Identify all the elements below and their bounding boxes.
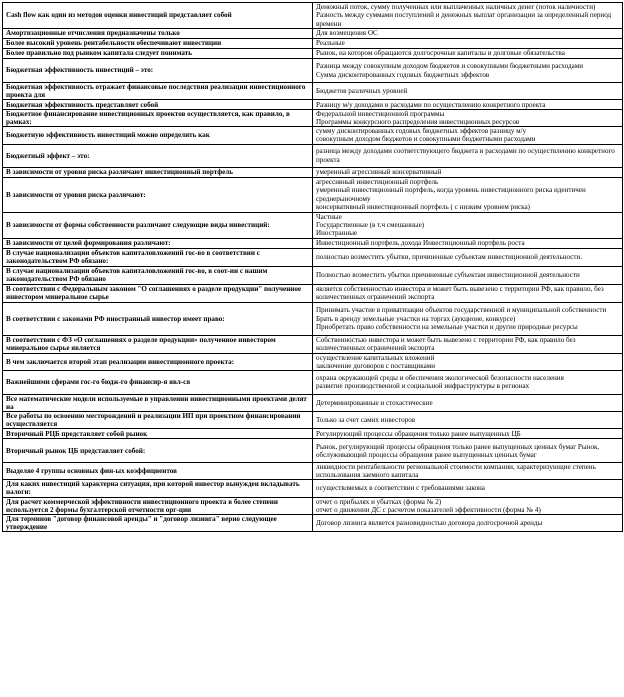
answer-line: Только за счет самих инвесторов <box>316 415 416 424</box>
answer-line: Бюджетов различных уровней <box>316 87 408 96</box>
answer-line: является собственностью инвестора и может быть вывезено с территории РФ, как правило, без количественных ограничений экспорта <box>316 284 604 302</box>
table-row <box>3 127 623 144</box>
answer-line: Для возмещения ОС <box>316 29 378 38</box>
answer-line: Реальные <box>316 39 345 48</box>
table-row <box>3 39 623 49</box>
table-row <box>3 100 623 110</box>
answer-cell <box>313 167 623 177</box>
answer-line: Договор лизинга является разновидностью договора долгосрочной аренды <box>316 518 543 527</box>
question-cell: В зависимости от формы собственности различают следующие виды инвестиций: <box>3 212 313 238</box>
answer-line: Инвестиционный портфель дохода Инвестиционный портфель роста <box>316 239 525 248</box>
answer-line: осуществление капитальных вложений <box>316 353 435 362</box>
answer-cell <box>313 429 623 439</box>
question-cell: Бюджетное финансирование инвестиционных проектов осуществляется, как правило, в рамках: <box>3 110 313 127</box>
question-cell: Для каких инвестиций характерна ситуация, при которой инвестор вынужден вкладывать налоги: <box>3 480 313 497</box>
table-row <box>3 370 623 394</box>
table-row <box>3 353 623 370</box>
table-row <box>3 177 623 212</box>
question-cell: Более правильно под рынком капитала следует понимать <box>3 49 313 59</box>
question-cell: Бюджетную эффективность инвестиций можно определить как <box>3 127 313 144</box>
question-cell: Для расчет коммерческой эффективности инвестиционного проекта в более степени используется 2 формы бухгалтерской отчетности орг-ции <box>3 497 313 514</box>
answer-line: заключение договоров с поставщиками <box>316 361 436 370</box>
table-row <box>3 394 623 411</box>
answer-cell <box>313 411 623 428</box>
table-row <box>3 514 623 531</box>
answer-cell <box>313 266 623 284</box>
answer-cell <box>313 497 623 514</box>
answer-cell <box>313 3 623 29</box>
question-cell: В случае национализации объектов капиталовложений гос-во в соответствии с законодательством РФ обязано: <box>3 248 313 266</box>
question-cell: Важнейшими сферами гос-го бюдж-го финансир-я явл-ся <box>3 370 313 394</box>
answer-cell <box>313 302 623 335</box>
answer-cell <box>313 110 623 127</box>
question-cell: Более высокий уровень рентабельности обеспечивают инвестиции <box>3 39 313 49</box>
answer-cell <box>313 29 623 39</box>
answer-line: умеренный инвестиционный портфель, когда уровень инвестиционного риска идентичен среднерыночному <box>316 186 586 203</box>
answer-line: Иностранные <box>316 229 358 238</box>
question-cell: Вторичный рынок ЦБ представляет собой: <box>3 439 313 463</box>
answer-line: совокупным доходом бюджетов и совокупными бюджетными расходами <box>316 135 536 144</box>
table-row <box>3 248 623 266</box>
answer-line: Собственностью инвестора и может быть вывезено с территории РФ, как правило без количественных ограничений экспорта <box>316 335 576 353</box>
table-row <box>3 212 623 238</box>
question-cell: В соответствии с законами РФ иностранный инвестор имеет право: <box>3 302 313 335</box>
question-cell: Амортизационные отчисления предназначены только <box>3 29 313 39</box>
answer-line: Частные <box>316 212 342 221</box>
answer-line: полностью возместить убытки, причиненные субъектам инвестиционной деятельности. <box>316 253 583 262</box>
question-cell: Все математические модели используемые в управлении инвестиционными проектами делят на <box>3 394 313 411</box>
question-cell: Все работы по освоению месторождений и реализации ИП при проектном финансировании осуществляется <box>3 411 313 428</box>
answer-cell <box>313 238 623 248</box>
answer-cell <box>313 49 623 59</box>
answer-cell <box>313 83 623 100</box>
answer-line: Принимать участие в приватизации объектов государственной и муниципальной собственности <box>316 306 607 315</box>
question-cell: Вторичный РЦБ представляет собой рынок <box>3 429 313 439</box>
answer-line: Разница между совокупным доходом бюджетов и совокупными бюджетными расходами <box>316 62 584 71</box>
table-row <box>3 439 623 463</box>
question-cell: В соответствии с Федеральным законом "О соглашениях о разделе продукции" полученное инвестором минеральное сырье <box>3 284 313 302</box>
answer-line: Программы конкурсного распределения инвестиционных ресурсов <box>316 118 520 127</box>
table-row <box>3 59 623 83</box>
question-cell: Бюджетная эффективность представляет собой <box>3 100 313 110</box>
answer-cell <box>313 59 623 83</box>
answer-cell <box>313 480 623 497</box>
answer-cell <box>313 100 623 110</box>
answer-line: отчет о прибылях и убытках (форма № 2) <box>316 497 442 506</box>
question-cell: В зависимости от целей формирования различают: <box>3 238 313 248</box>
answer-line: развитие производственной и социальной инфраструктуры в регионах <box>316 382 530 391</box>
table-row <box>3 463 623 480</box>
answer-line: осуществляемых в соответствии с требованиями закона <box>316 484 485 493</box>
table-row <box>3 238 623 248</box>
table-row <box>3 49 623 59</box>
answer-cell <box>313 127 623 144</box>
answer-cell <box>313 177 623 212</box>
answer-cell <box>313 39 623 49</box>
table-row <box>3 284 623 302</box>
answer-line: агрессивный инвестиционный портфель <box>316 178 439 187</box>
answer-line: Сумма дисконтированных годовых бюджетных эффектов <box>316 70 490 79</box>
answer-line: Полностью возместить убытки причиненные субъектам инвестиционной деятельности <box>316 271 580 280</box>
answer-cell <box>313 284 623 302</box>
question-cell: Cash flow как один из методов оценки инвестиций представляет собой <box>3 3 313 29</box>
question-cell: В соответствии с ФЗ «О соглашениях о разделе продукции» полученное инвестором минеральное сырье является <box>3 335 313 353</box>
table-row <box>3 3 623 29</box>
table-row <box>3 266 623 284</box>
answer-cell <box>313 514 623 531</box>
question-cell: Для терминов "договор финансовой аренды" и "договор лизинга" верно следующее утверждение <box>3 514 313 531</box>
answer-line: Регулирующий процессы обращения только ранее выпущенных ЦБ <box>316 429 521 438</box>
answer-line: консервативный инвестиционный портфель ( с низким уровнем риска) <box>316 202 530 211</box>
answer-cell <box>313 394 623 411</box>
answer-line: Рынок, регулирующий процессы обращения только ранее выпущенных ценных бумаг Рынок, обслуживающий процессы обращения ранее выпущенных ценных бумаг <box>316 442 600 459</box>
question-cell: В чем заключается второй этап реализации инвестиционного проекта: <box>3 353 313 370</box>
table-row <box>3 497 623 514</box>
answer-cell <box>313 212 623 238</box>
answer-line: Государственные (в т.ч смешанные) <box>316 221 425 230</box>
table-row <box>3 110 623 127</box>
answer-line: Приобретать право собственности на земельные участки и другие природные ресурсы <box>316 322 578 331</box>
answer-line: охрана окружающей среды и обеспечения экологической безопасности населения <box>316 374 564 383</box>
answer-cell <box>313 353 623 370</box>
answer-cell <box>313 335 623 353</box>
qa-table <box>2 2 623 532</box>
qa-table-body <box>3 3 623 532</box>
table-row <box>3 429 623 439</box>
answer-line: Федеральной инвестиционной программы <box>316 110 445 119</box>
table-row <box>3 29 623 39</box>
table-row <box>3 335 623 353</box>
answer-cell <box>313 463 623 480</box>
answer-cell <box>313 144 623 167</box>
answer-line: Разность между суммами поступлений и денежных выплат организации за определенный период времени <box>316 11 612 28</box>
answer-line: Разницу м/у доходами и расходами по осуществлению конкретного проекта <box>316 100 546 109</box>
answer-line: сумму дисконтированных годовых бюджетных эффектов разницу м/у <box>316 127 527 136</box>
answer-line: Детерминированные и стохастические <box>316 398 433 407</box>
answer-line: Денежный поток, сумму полученных или выплаченных наличных денег (поток наличности) <box>316 3 596 12</box>
question-cell: В случае национализации объектов капиталовложений гос-во, в соот-ии с нашим законодательством РФ обязано <box>3 266 313 284</box>
answer-cell <box>313 248 623 266</box>
table-row <box>3 167 623 177</box>
table-row <box>3 411 623 428</box>
answer-line: отчет о движении ДС с расчетом показателей эффективности (форма № 4) <box>316 505 541 514</box>
answer-cell <box>313 370 623 394</box>
answer-line: разница между доходами соответствующего бюджета и расходами по осуществлению конкретного проекта <box>316 147 615 164</box>
answer-line: Рынок, на котором обращаются долгосрочные капиталы и долговые обязательства <box>316 49 565 58</box>
answer-cell <box>313 439 623 463</box>
question-cell: Бюджетный эффект – это: <box>3 144 313 167</box>
table-row <box>3 302 623 335</box>
question-cell: Бюджетная эффективность инвестиций – это: <box>3 59 313 83</box>
table-row <box>3 83 623 100</box>
table-row <box>3 480 623 497</box>
answer-line: Брать в аренду земельные участки на торгах (аукционе, конкурсе) <box>316 314 516 323</box>
answer-line: ликвидности рентабельности региональной стоимости компании, характеризующие степень использования заемного капитала <box>316 463 596 480</box>
question-cell: Выделяе 4 группы основных фин-ых коэффициентов <box>3 463 313 480</box>
answer-line: умеренный агрессивный консервативный <box>316 168 442 177</box>
question-cell: В зависимости от уровня риска различают: <box>3 177 313 212</box>
question-cell: Бюджетная эффективность отражает финансовые последствия реализации инвестиционного проекта для <box>3 83 313 100</box>
question-cell: В зависимости от уровня риска различают инвестиционный портфель <box>3 167 313 177</box>
table-row <box>3 144 623 167</box>
